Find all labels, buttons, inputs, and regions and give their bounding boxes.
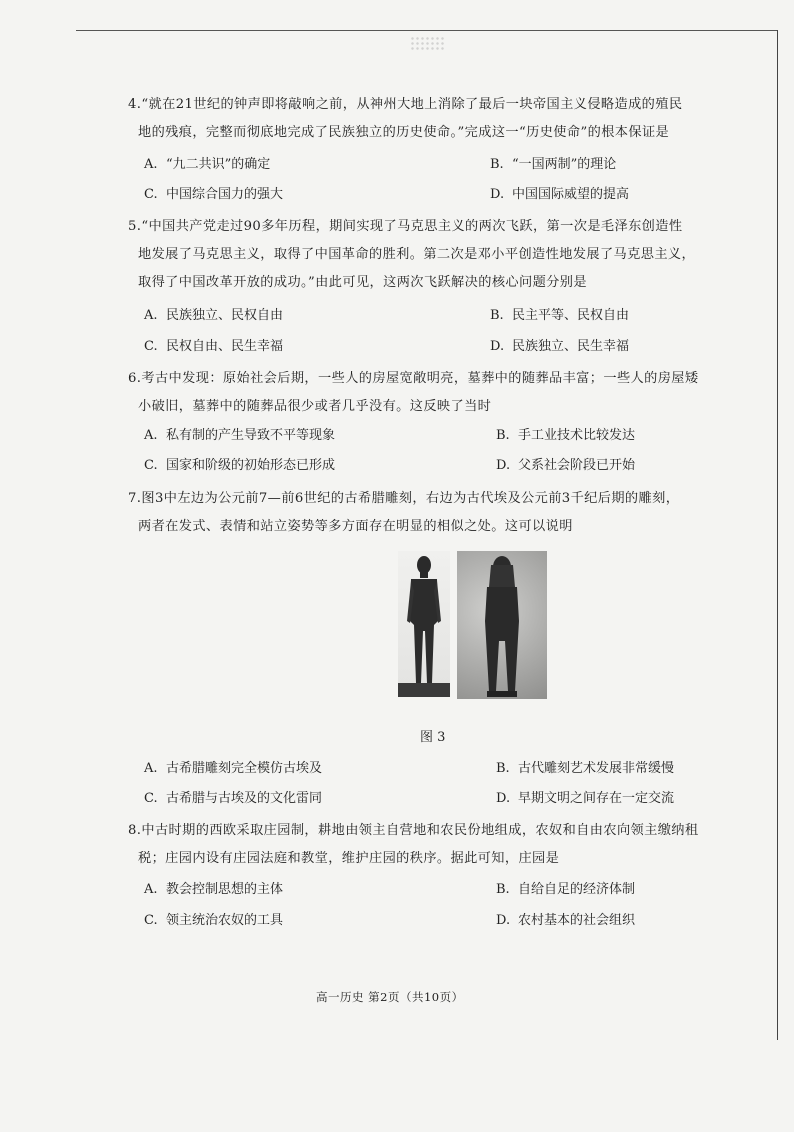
question-4-line-2: 地的残痕，完整而彻底地完成了民族独立的历史使命。”完成这一“历史使命”的根本保证是 [138, 125, 670, 140]
question-6-line-1: 6.考古中发现：原始社会后期，一些人的房屋宽敞明亮，墓葬中的随葬品丰富；一些人的房屋矮 [128, 371, 699, 386]
question-4-line-1: 4.“就在21世纪的钟声即将敲响之前，从神州大地上消除了最后一块帝国主义侵略造成的殖民 [128, 97, 683, 112]
question-7-option-d[interactable]: D. 早期文明之间存在一定交流 [496, 791, 675, 806]
question-5-option-c[interactable]: C. 民权自由、民生幸福 [144, 339, 284, 354]
question-8-option-a[interactable]: A. 教会控制思想的主体 [144, 882, 284, 897]
question-4-option-a[interactable]: A. “九二共识”的确定 [144, 157, 271, 172]
question-4-option-c[interactable]: C. 中国综合国力的强大 [144, 187, 284, 202]
question-7-option-c[interactable]: C. 古希腊与古埃及的文化雷同 [144, 791, 323, 806]
question-7-option-a[interactable]: A. 古希腊雕刻完全模仿古埃及 [144, 761, 323, 776]
question-5-line-3: 取得了中国改革开放的成功。”由此可见，这两次飞跃解决的核心问题分别是 [138, 275, 587, 290]
question-5-option-b[interactable]: B. 民主平等、民权自由 [490, 308, 630, 323]
greek-kouros-image [398, 551, 450, 697]
question-7-option-b[interactable]: B. 古代雕刻艺术发展非常缓慢 [496, 761, 675, 776]
figure-3-caption: 图 3 [420, 730, 446, 745]
scan-noise-mark [410, 36, 446, 52]
egyptian-statue-image [457, 551, 547, 699]
question-8-option-d[interactable]: D. 农村基本的社会组织 [496, 913, 636, 928]
question-4-option-d[interactable]: D. 中国国际威望的提高 [490, 187, 630, 202]
question-6-line-2: 小破旧，墓葬中的随葬品很少或者几乎没有。这反映了当时 [138, 399, 492, 414]
question-7-line-1: 7.图3中左边为公元前7—前6世纪的古希腊雕刻，右边为古代埃及公元前3千纪后期的雕刻， [128, 491, 680, 506]
question-5-option-a[interactable]: A. 民族独立、民权自由 [144, 308, 284, 323]
question-6-option-c[interactable]: C. 国家和阶级的初始形态已形成 [144, 458, 336, 473]
question-6-option-d[interactable]: D. 父系社会阶段已开始 [496, 458, 636, 473]
question-8-line-2: 税；庄园内设有庄园法庭和教堂，维护庄园的秩序。据此可知，庄园是 [138, 851, 560, 866]
question-8-line-1: 8.中古时期的西欧采取庄园制，耕地由领主自营地和农民份地组成，农奴和自由农向领主缴纳租 [128, 823, 699, 838]
question-8-option-b[interactable]: B. 自给自足的经济体制 [496, 882, 636, 897]
question-5-line-1: 5.“中国共产党走过90多年历程，期间实现了马克思主义的两次飞跃，第一次是毛泽东创造性 [128, 219, 683, 234]
question-7-line-2: 两者在发式、表情和站立姿势等多方面存在明显的相似之处。这可以说明 [138, 519, 573, 534]
question-6-option-a[interactable]: A. 私有制的产生导致不平等现象 [144, 428, 336, 443]
top-border-line [76, 30, 778, 31]
right-border-line [777, 30, 778, 1040]
page-footer: 高一历史 第2页（共10页） [316, 990, 464, 1004]
question-4-option-b[interactable]: B. “一国两制”的理论 [490, 157, 617, 172]
question-5-line-2: 地发展了马克思主义，取得了中国革命的胜利。第二次是邓小平创造性地发展了马克思主义， [138, 247, 696, 262]
question-8-option-c[interactable]: C. 领主统治农奴的工具 [144, 913, 284, 928]
question-5-option-d[interactable]: D. 民族独立、民生幸福 [490, 339, 630, 354]
question-6-option-b[interactable]: B. 手工业技术比较发达 [496, 428, 636, 443]
